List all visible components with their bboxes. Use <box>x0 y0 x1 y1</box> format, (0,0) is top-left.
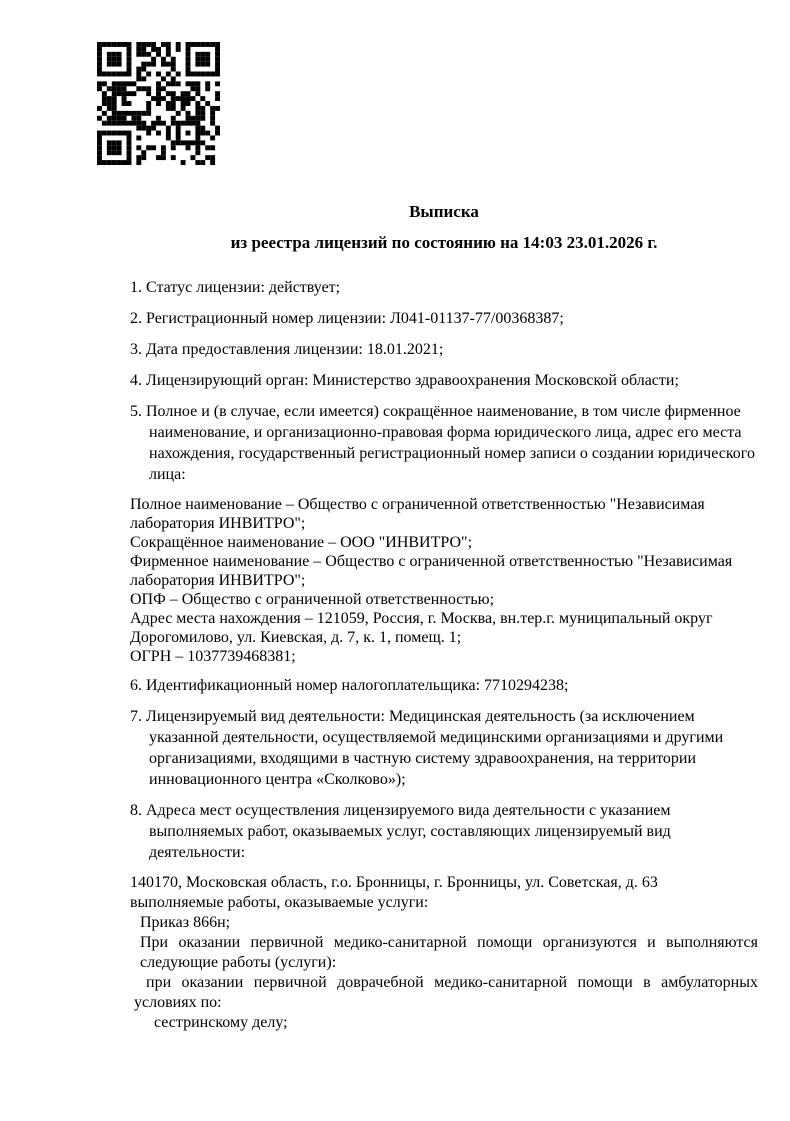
list-item-inn <box>130 675 758 696</box>
order-reference: Приказ 866н; <box>140 914 231 931</box>
item-number: 6. <box>130 677 142 694</box>
list-item-org-name-heading <box>130 401 758 485</box>
item-text: Адреса мест осуществления лицензируемого вида деятельности с указанием выполняемых работ, оказываемых услуг, составляющих лицензируемый вид деятельности: <box>146 802 671 861</box>
org-short-name: Сокращённое наименование – ООО "ИНВИТРО"; <box>130 534 473 551</box>
item-text: Регистрационный номер лицензии: Л041-01137-77/00368387; <box>146 310 564 327</box>
works-list-item: сестринскому делу; <box>154 1014 288 1031</box>
item-text: Полное и (в случае, если имеется) сокращённое наименование, в том числе фирменное наименование, и организационно-правовая форма юридического лица, адрес его места нахождения, государственный регистрационный номер записи о создании юридического лица: <box>146 403 755 483</box>
item-number: 1. <box>130 279 142 296</box>
numbered-list <box>130 277 758 1033</box>
document-content <box>130 0 758 1033</box>
document-subtitle: из реестра лицензий по состоянию на 14:03 23.01.2026 г. <box>230 233 658 252</box>
org-address: Адрес места нахождения – 121059, Россия, г. Москва, вн.тер.г. муниципальный округ Дорогомилово, ул. Киевская, д. 7, к. 1, помещ. 1; <box>130 610 713 646</box>
works-label: выполняемые работы, оказываемые услуги: <box>130 894 429 911</box>
list-item-licensed-activity <box>130 706 758 790</box>
item-number: 8. <box>130 802 142 819</box>
list-item-licensing-authority <box>130 370 758 391</box>
org-ogrn: ОГРН – 1037739468381; <box>130 648 296 665</box>
activity-address-line: 140170, Московская область, г.о. Бронницы, г. Бронницы, ул. Советская, д. 63 <box>130 874 658 891</box>
org-legal-form: ОПФ – Общество с ограниченной ответственностью; <box>130 591 495 608</box>
works-subparagraph: при оказании первичной доврачебной медико-санитарной помощи в амбулаторных условиях по: <box>134 974 758 1011</box>
item-number: 2. <box>130 310 142 327</box>
organization-details <box>130 495 758 666</box>
item-number: 5. <box>130 403 142 420</box>
item-text: Лицензирующий орган: Министерство здравоохранения Московской области; <box>146 372 679 389</box>
list-item-activity-addresses <box>130 800 758 863</box>
item-text: Лицензируемый вид деятельности: Медицинская деятельность (за исключением указанной деятельности, осуществляемой медицинскими организациями и другими организациями, входящими в частную систему здравоохранения, на территории инновационного центра «Сколково»); <box>146 708 724 788</box>
item-text: Статус лицензии: действует; <box>146 279 341 296</box>
item-number: 3. <box>130 341 142 358</box>
org-brand-name: Фирменное наименование – Общество с ограниченной ответственностью "Независимая лаборатория ИНВИТРО"; <box>130 553 733 589</box>
item-text: Идентификационный номер налогоплательщика: 7710294238; <box>146 677 569 694</box>
item-number: 7. <box>130 708 142 725</box>
list-item-status <box>130 277 758 298</box>
list-item-reg-number <box>130 308 758 329</box>
item-number: 4. <box>130 372 142 389</box>
document-title: Выписка <box>409 202 479 221</box>
address-details <box>130 873 758 1033</box>
list-item-grant-date <box>130 339 758 360</box>
org-full-name: Полное наименование – Общество с ограниченной ответственностью "Независимая лаборатория ИНВИТРО"; <box>130 496 705 532</box>
item-text: Дата предоставления лицензии: 18.01.2021; <box>146 341 444 358</box>
works-paragraph: При оказании первичной медико-санитарной помощи организуются и выполняются следующие работы (услуги): <box>140 934 758 971</box>
